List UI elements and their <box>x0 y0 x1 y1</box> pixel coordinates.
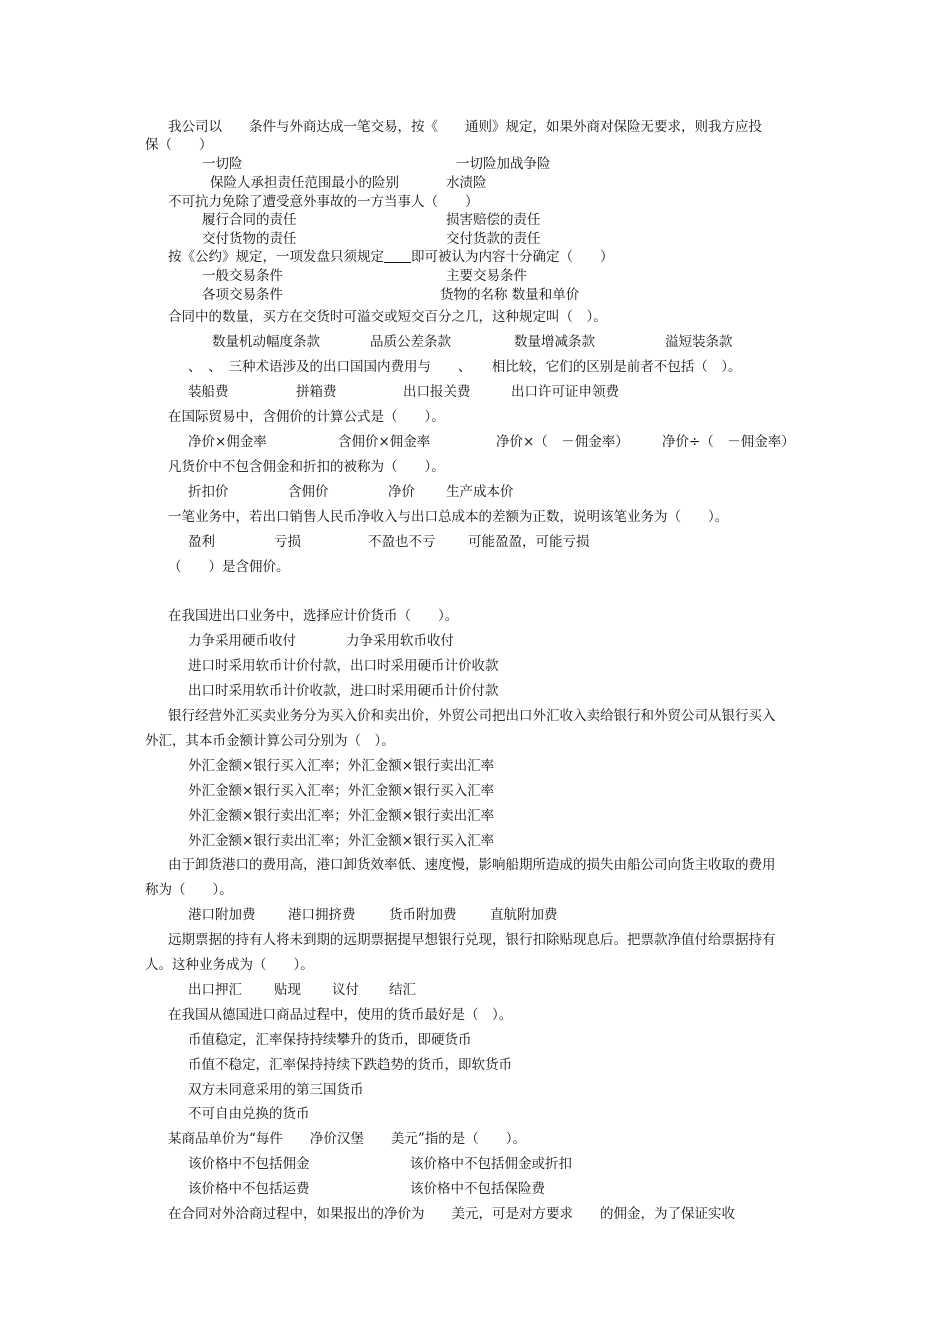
question-stem: 某商品单价为“每件 净价汉堡 美元”指的是（ ）。 <box>168 1131 527 1147</box>
question-stem <box>168 248 614 266</box>
question-stem: 银行经营外汇买卖业务分为买入价和卖出价，外贸公司把出口外汇收入卖给银行和外贸公司从银行买入 <box>168 708 776 724</box>
option-a: 该价格中不包括佣金 <box>188 1156 310 1172</box>
option-c: 货币附加费 <box>389 907 457 923</box>
question-stem: 不可抗力免除了遭受意外事故的一方当事人（ ） <box>168 194 479 210</box>
stem-part: 按《公约》规定，一项发盘只须规定 <box>168 249 384 265</box>
option-a: 币值稳定，汇率保持持续攀升的货币，即硬货币 <box>188 1032 472 1048</box>
question-stem: 在合同对外洽商过程中，如果报出的净价为 美元，可是对方要求 的佣金，为了保证实收 <box>168 1206 735 1222</box>
option-d: 不可自由兑换的货币 <box>188 1106 310 1122</box>
option-d: 该价格中不包括保险费 <box>410 1181 545 1197</box>
option-d: 出口许可证申领费 <box>511 384 619 400</box>
option-a: 力争采用硬币收付 <box>188 633 296 649</box>
option-b: 含佣价 <box>288 484 329 500</box>
option-d: 直航附加费 <box>490 907 558 923</box>
question-stem: 我公司以 条件与外商达成一笔交易，按《 通则》规定，如果外商对保险无要求，则我方应投 <box>168 119 762 135</box>
option-d: 交付货款的责任 <box>446 231 541 247</box>
question-stem: 、 、 三种术语涉及的出口国国内费用与 、 相比较，它们的区别是前者不包括（ ）。 <box>188 359 742 375</box>
question-stem: 一笔业务中，若出口销售人民币净收入与出口总成本的差额为正数，说明该笔业务为（ ）。 <box>168 509 729 525</box>
option-b: 该价格中不包括佣金或折扣 <box>410 1156 572 1172</box>
option-b: 损害赔偿的责任 <box>446 212 541 228</box>
option-b: 亏损 <box>274 534 301 550</box>
option-b: 一切险加战争险 <box>456 156 551 172</box>
option-d: 溢短装条款 <box>665 334 733 350</box>
question-stem-cont: 人。这种业务成为（ ）。 <box>145 957 314 973</box>
option-d: 水渍险 <box>446 175 487 191</box>
option-c: 议付 <box>332 982 359 998</box>
option-a: 一切险 <box>202 156 243 172</box>
option-b: 港口拥挤费 <box>288 907 356 923</box>
question-stem: 合同中的数量，买方在交货时可溢交或短交百分之几，这种规定叫（ ）。 <box>168 309 607 325</box>
option-c: 各项交易条件 <box>202 287 283 303</box>
question-stem: 由于卸货港口的费用高，港口卸货效率低、速度慢，影响船期所造成的损失由船公司向货主收取的费用 <box>168 857 776 873</box>
option-d: 外汇金额×银行卖出汇率；外汇金额×银行买入汇率 <box>188 833 495 849</box>
option-a: 数量机动幅度条款 <box>212 334 320 350</box>
question-stem: 在国际贸易中，含佣价的计算公式是（ ）。 <box>168 409 445 425</box>
option-b: 贴现 <box>274 982 301 998</box>
option-c: 进口时采用软币计价付款，出口时采用硬币计价收款 <box>188 658 499 674</box>
option-d: 净价÷（ －佣金率） <box>662 434 795 450</box>
option-d: 出口时采用软币计价收款，进口时采用硬币计价付款 <box>188 683 499 699</box>
option-a: 港口附加费 <box>188 907 256 923</box>
option-b: 拼箱费 <box>296 384 337 400</box>
question-stem: （ ）是含佣价。 <box>168 559 290 575</box>
option-d: 货物的名称 数量和单价 <box>440 287 580 303</box>
option-c: 交付货物的责任 <box>202 231 297 247</box>
question-stem: 在我国进出口业务中，选择应计价货币（ ）。 <box>168 608 459 624</box>
option-c: 该价格中不包括运费 <box>188 1181 310 1197</box>
question-stem: 远期票据的持有人将未到期的远期票据提早想银行兑现，银行扣除贴现息后。把票款净值付给票据持有 <box>168 932 776 948</box>
option-c: 保险人承担责任范围最小的险别 <box>210 175 399 191</box>
option-a: 一般交易条件 <box>202 268 283 284</box>
option-a: 盈利 <box>188 534 215 550</box>
option-c: 净价×（ －佣金率） <box>496 434 629 450</box>
option-a: 装船费 <box>188 384 229 400</box>
option-b: 含佣价×佣金率 <box>338 434 431 450</box>
option-d: 可能盈盈，可能亏损 <box>468 534 590 550</box>
option-b: 力争采用软币收付 <box>346 633 454 649</box>
option-b: 外汇金额×银行买入汇率；外汇金额×银行买入汇率 <box>188 783 495 799</box>
option-a: 外汇金额×银行买入汇率；外汇金额×银行卖出汇率 <box>188 758 495 774</box>
stem-part: 即可被认为内容十分确定（ ） <box>411 249 614 265</box>
option-c: 双方未同意采用的第三国货币 <box>188 1082 364 1098</box>
option-c: 出口报关费 <box>403 384 471 400</box>
question-stem-cont: 保（ ） <box>145 137 213 153</box>
option-c: 净价 <box>388 484 415 500</box>
option-c: 不盈也不亏 <box>368 534 436 550</box>
option-b: 币值不稳定，汇率保持持续下跌趋势的货币，即软货币 <box>188 1057 512 1073</box>
option-b: 主要交易条件 <box>446 268 527 284</box>
option-d: 结汇 <box>389 982 416 998</box>
stem-blank <box>384 249 411 265</box>
option-d: 生产成本价 <box>446 484 514 500</box>
option-c: 数量增减条款 <box>514 334 595 350</box>
question-stem: 凡货价中不包含佣金和折扣的被称为（ ）。 <box>168 459 445 475</box>
question-stem: 在我国从德国进口商品过程中，使用的货币最好是（ ）。 <box>168 1007 513 1023</box>
option-a: 履行合同的责任 <box>202 212 297 228</box>
question-stem-cont: 称为（ ）。 <box>145 882 233 898</box>
option-a: 出口押汇 <box>188 982 242 998</box>
question-stem-cont: 外汇，其本币金额计算公司分别为（ ）。 <box>145 733 395 749</box>
option-b: 品质公差条款 <box>370 334 451 350</box>
option-c: 外汇金额×银行卖出汇率；外汇金额×银行卖出汇率 <box>188 808 495 824</box>
option-a: 净价×佣金率 <box>188 434 267 450</box>
option-a: 折扣价 <box>188 484 229 500</box>
